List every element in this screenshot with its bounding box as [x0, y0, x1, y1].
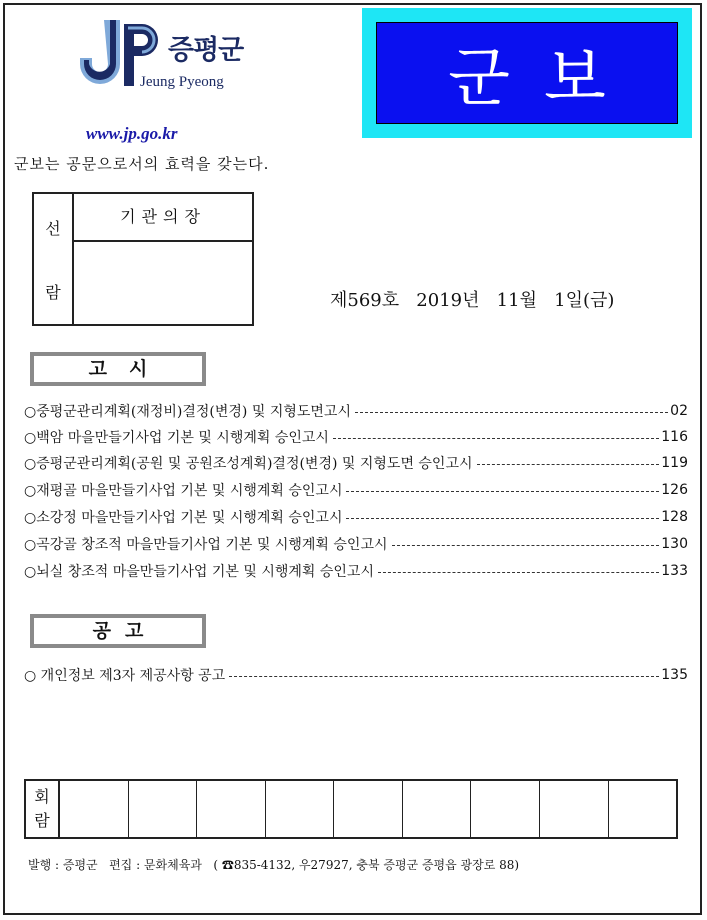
list-item-page: 135	[661, 667, 688, 683]
announcements-heading-box	[30, 614, 206, 648]
circulation-cell	[60, 781, 129, 837]
issue-line: 제569호 2019년 11월 1일(금)	[330, 290, 615, 311]
list-item-title: ○중평군관리계획(재정비)결정(변경) 및 지형도면고시	[24, 404, 351, 420]
list-item[interactable]	[24, 504, 688, 530]
publisher-footer: 발행 : 증평군 편집 : 문화체육과 ( ☎835-4132, 우27927, 충북 증평군 증평읍 광장로 88)	[28, 858, 520, 872]
notices-heading-box	[30, 352, 206, 386]
list-item-page: 130	[661, 536, 688, 552]
logo-text-korean: 증평군	[168, 35, 244, 66]
leader-dots	[355, 412, 668, 413]
list-item[interactable]	[24, 531, 688, 557]
list-item-page: 02	[670, 403, 688, 419]
list-item-title: ○증평군관리계획(공원 및 공원조성계획)결정(변경) 및 지형도면 승인고시	[24, 456, 473, 472]
circulation-label-char-1: 회	[34, 787, 50, 806]
list-item-page: 128	[661, 509, 688, 525]
circulation-cell	[471, 781, 540, 837]
list-item-page: 133	[661, 563, 688, 579]
approval-side-char-2: 람	[45, 283, 61, 302]
title-box	[362, 8, 692, 138]
website-link[interactable]: www.jp.go.kr	[86, 124, 178, 143]
list-item-title: ○뇌실 창조적 마을만들기사업 기본 및 시행계획 승인고시	[24, 564, 374, 580]
leader-dots	[346, 518, 659, 519]
leader-dots	[229, 676, 659, 677]
announcements-heading: 공고	[34, 618, 202, 644]
list-item-page: 119	[661, 455, 688, 471]
intro-text: 군보는 공문으로서의 효력을 갖는다.	[14, 155, 270, 173]
list-item-title: ○곡강골 창조적 마을만들기사업 기본 및 시행계획 승인고시	[24, 537, 388, 553]
leader-dots	[346, 491, 659, 492]
list-item[interactable]	[24, 477, 688, 503]
bulletin-title: 군보	[448, 42, 640, 116]
circulation-cell	[334, 781, 403, 837]
approval-side-column	[34, 194, 74, 324]
list-item[interactable]	[24, 450, 688, 476]
circulation-cell	[403, 781, 472, 837]
list-item[interactable]	[24, 558, 688, 584]
logo-text-english: Jeung Pyeong	[140, 74, 224, 90]
leader-dots	[392, 545, 660, 546]
leader-dots	[333, 438, 659, 439]
circulation-cell	[540, 781, 609, 837]
circulation-cell	[129, 781, 198, 837]
leader-dots	[378, 572, 659, 573]
circulation-label	[26, 781, 60, 837]
circulation-grid	[24, 779, 678, 839]
title-box-inner	[376, 22, 678, 124]
approval-box	[32, 192, 254, 326]
circulation-label-char-2: 람	[34, 811, 50, 830]
notices-heading: 고시	[34, 356, 202, 382]
list-item-title: ○백암 마을만들기사업 기본 및 시행계획 승인고시	[24, 430, 329, 446]
list-item-title: ○재평골 마을만들기사업 기본 및 시행계획 승인고시	[24, 483, 343, 499]
list-item-page: 116	[661, 429, 688, 445]
list-item-page: 126	[661, 482, 688, 498]
leader-dots	[477, 464, 660, 465]
approval-side-char-1: 선	[45, 219, 61, 238]
list-item-title: ○소강정 마을만들기사업 기본 및 시행계획 승인고시	[24, 510, 343, 526]
circulation-cell	[197, 781, 266, 837]
list-item[interactable]	[24, 424, 688, 450]
list-item[interactable]	[24, 662, 688, 688]
circulation-cell	[609, 781, 677, 837]
county-logo	[76, 14, 276, 104]
list-item-title: ○ 개인정보 제3자 제공사항 공고	[24, 668, 226, 684]
approval-header: 기관의장	[74, 194, 252, 242]
list-item[interactable]	[24, 398, 688, 424]
circulation-cell	[266, 781, 335, 837]
